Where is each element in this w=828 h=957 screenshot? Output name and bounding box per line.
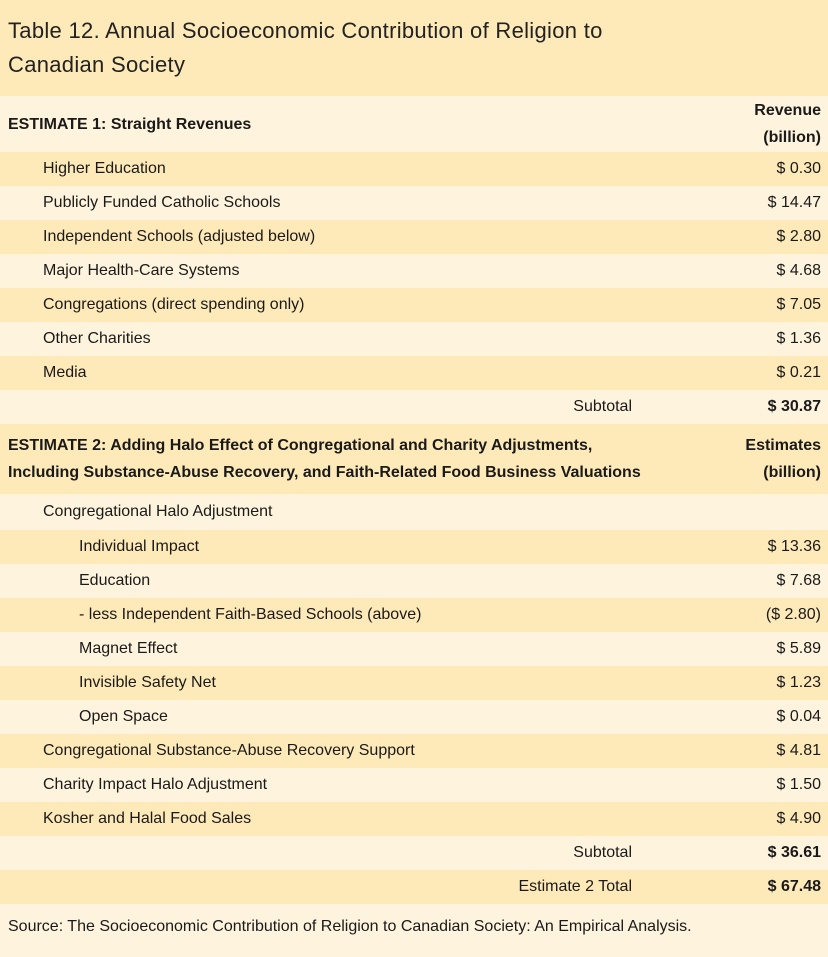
row-label: Education bbox=[79, 572, 151, 589]
table-row bbox=[0, 186, 828, 220]
row-label: Congregations (direct spending only) bbox=[43, 296, 305, 313]
row-label: Charity Impact Halo Adjustment bbox=[43, 776, 268, 793]
subtotal-value: $ 36.61 bbox=[767, 844, 821, 861]
title-line-1: Table 12. Annual Socioeconomic Contribution of Religion to bbox=[8, 18, 603, 43]
row-value: $ 7.05 bbox=[776, 296, 821, 313]
row-value: $ 1.50 bbox=[776, 776, 821, 793]
row-label: Open Space bbox=[79, 708, 168, 725]
estimate1-heading: ESTIMATE 1: Straight Revenues bbox=[8, 115, 252, 133]
row-value: $ 2.80 bbox=[776, 228, 821, 245]
estimate2-heading-line-2: Including Substance-Abuse Recovery, and Faith-Related Food Business Valuations bbox=[8, 464, 641, 481]
table-row bbox=[0, 322, 828, 356]
row-value: $ 4.68 bbox=[776, 262, 821, 279]
row-value: $ 13.36 bbox=[767, 538, 821, 555]
column-header-line-1: Revenue bbox=[754, 102, 821, 119]
estimate1-subtotal-row bbox=[0, 390, 828, 424]
row-label: Higher Education bbox=[43, 160, 166, 177]
group-label: Congregational Halo Adjustment bbox=[43, 503, 273, 520]
row-value: $ 0.30 bbox=[776, 160, 821, 177]
subtotal-label: Subtotal bbox=[573, 844, 632, 861]
estimate2-heading-line-1: ESTIMATE 2: Adding Halo Effect of Congregational and Charity Adjustments, bbox=[8, 437, 593, 454]
row-label: Magnet Effect bbox=[79, 640, 178, 657]
total-label: Estimate 2 Total bbox=[518, 878, 632, 895]
subtotal-value: $ 30.87 bbox=[767, 398, 821, 415]
row-value: $ 1.36 bbox=[776, 330, 821, 347]
total-value: $ 67.48 bbox=[767, 878, 821, 895]
table-row bbox=[0, 288, 828, 322]
group-row bbox=[0, 494, 828, 530]
table-row bbox=[0, 700, 828, 734]
row-value: $ 0.21 bbox=[776, 364, 821, 381]
title-line-2: Canadian Society bbox=[8, 52, 186, 77]
row-label: Independent Schools (adjusted below) bbox=[43, 228, 316, 245]
column-header-line-1: Estimates bbox=[745, 437, 821, 454]
table-row bbox=[0, 564, 828, 598]
estimate2-header bbox=[0, 424, 828, 494]
row-value: $ 5.89 bbox=[776, 640, 821, 657]
table-row bbox=[0, 734, 828, 768]
table-row bbox=[0, 356, 828, 390]
row-label: Major Health-Care Systems bbox=[43, 262, 240, 279]
estimate2-heading bbox=[0, 432, 678, 486]
row-label: - less Independent Faith-Based Schools (above) bbox=[79, 606, 422, 623]
row-label: Invisible Safety Net bbox=[79, 674, 216, 691]
table-row bbox=[0, 768, 828, 802]
table-row bbox=[0, 220, 828, 254]
table-row bbox=[0, 666, 828, 700]
row-label: Kosher and Halal Food Sales bbox=[43, 810, 252, 827]
table-row bbox=[0, 632, 828, 666]
table-row bbox=[0, 152, 828, 186]
estimate2-total-row bbox=[0, 870, 828, 904]
estimate1-header bbox=[0, 96, 828, 152]
row-value: $ 4.81 bbox=[776, 742, 821, 759]
column-header-line-2: (billion) bbox=[763, 129, 821, 146]
table-row bbox=[0, 802, 828, 836]
row-value: $ 0.04 bbox=[776, 708, 821, 725]
source-note: Source: The Socioeconomic Contribution of Religion to Canadian Society: An Empirical Analysis. bbox=[8, 918, 692, 935]
column-header-line-2: (billion) bbox=[763, 464, 821, 481]
subtotal-label: Subtotal bbox=[573, 398, 632, 415]
table-row bbox=[0, 254, 828, 288]
row-label: Other Charities bbox=[43, 330, 151, 347]
estimate1-column-header bbox=[678, 97, 828, 151]
row-value: ($ 2.80) bbox=[765, 606, 821, 623]
row-label: Media bbox=[43, 364, 87, 381]
row-label: Individual Impact bbox=[79, 538, 200, 555]
row-label: Congregational Substance-Abuse Recovery Support bbox=[43, 742, 415, 759]
row-label: Publicly Funded Catholic Schools bbox=[43, 194, 281, 211]
row-value: $ 1.23 bbox=[776, 674, 821, 691]
row-value: $ 7.68 bbox=[776, 572, 821, 589]
table-title bbox=[0, 0, 828, 96]
estimate2-column-header bbox=[678, 432, 828, 486]
table-row bbox=[0, 530, 828, 564]
row-value: $ 4.90 bbox=[776, 810, 821, 827]
row-value: $ 14.47 bbox=[767, 194, 821, 211]
table-row bbox=[0, 598, 828, 632]
estimate2-subtotal-row bbox=[0, 836, 828, 870]
